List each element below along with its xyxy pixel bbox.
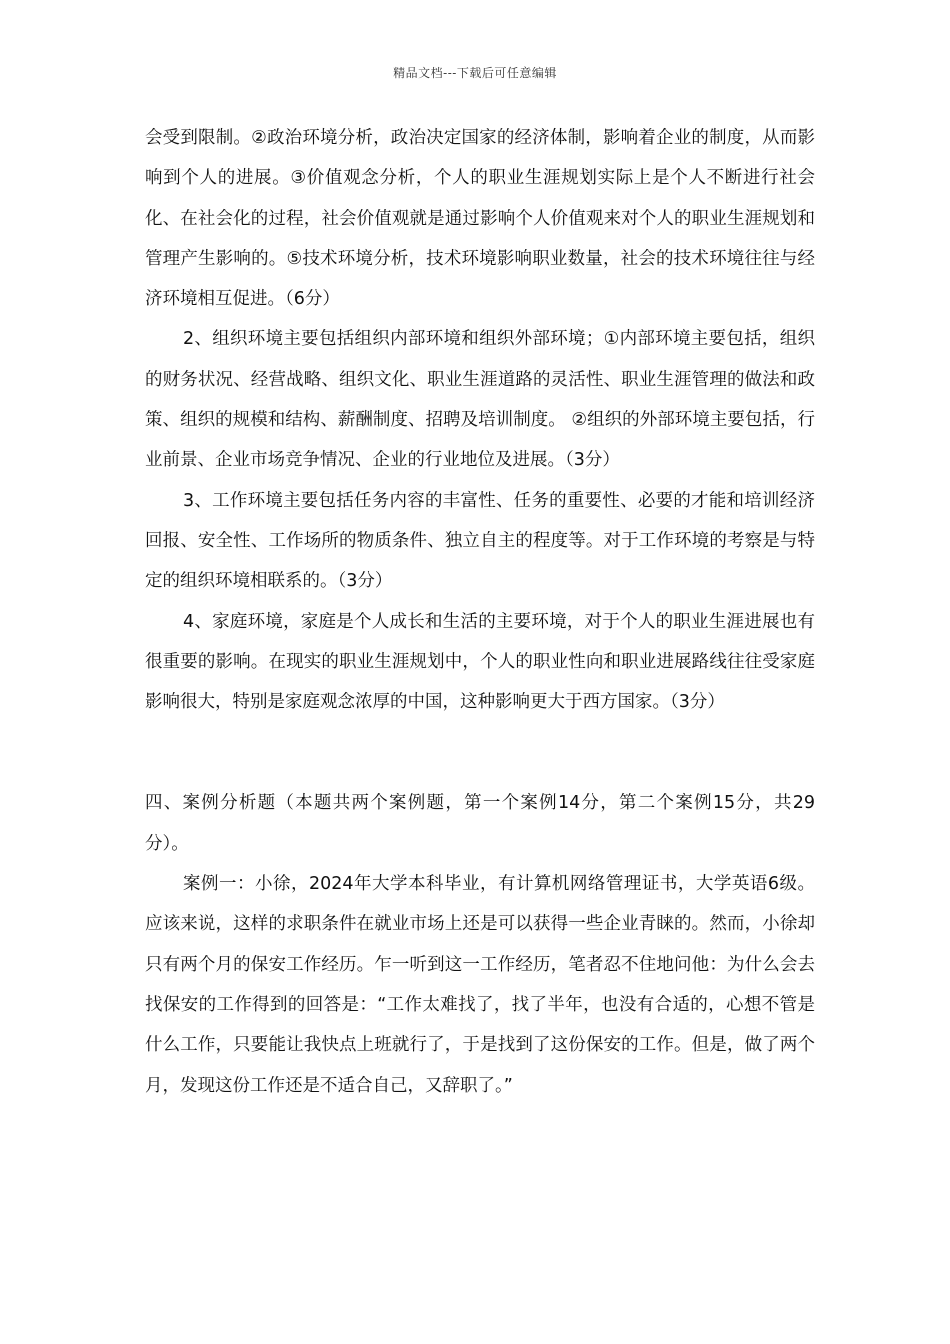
paragraph-family-environment: 4、家庭环境，家庭是个人成长和生活的主要环境，对于个人的职业生涯进展也有很重要的影响。在现实的职业生涯规划中，个人的职业性向和职业进展路线往往受家庭影响很大，特别是家庭观念浓厚的中国，这种影响更大于西方国家。（3分） bbox=[145, 611, 815, 713]
section-heading-case-analysis: 四、案例分析题（本题共两个案例题，第一个案例14分，第二个案例15分，共29分）。 bbox=[145, 793, 815, 854]
section-spacer bbox=[145, 722, 815, 783]
paragraph-case-one: 案例一：小徐，2024年大学本科毕业，有计算机网络管理证书，大学英语6级。应该来说，这样的求职条件在就业市场上还是可以获得一些企业青睐的。然而，小徐却只有两个月的保安工作经历。乍一听到这一工作经历，笔者忍不住地问他：为什么会去找保安的工作得到的回答是：“工作太难找了，找了半年，也没有合适的，心想不管是什么工作，只要能让我快点上班就行了，于是找到了这份保安的工作。但是，做了两个月，发现这份工作还是不适合自己，又辞职了。” bbox=[145, 874, 815, 1096]
paragraph-environment-analysis: 会受到限制。②政治环境分析，政治决定国家的经济体制，影响着企业的制度，从而影响到个人的进展。③价值观念分析，个人的职业生涯规划实际上是个人不断进行社会化、在社会化的过程，社会价值观就是通过影响个人价值观来对个人的职业生涯规划和管理产生影响的。⑤技术环境分析，技术环境影响职业数量，社会的技术环境往往与经济环境相互促进。（6分） bbox=[145, 128, 815, 310]
document-body bbox=[145, 118, 815, 1106]
page-header: 精品文档---下载后可任意编辑 bbox=[393, 66, 557, 80]
paragraph-work-environment: 3、工作环境主要包括任务内容的丰富性、任务的重要性、必要的才能和培训经济回报、安全性、工作场所的物质条件、独立自主的程度等。对于工作环境的考察是与特定的组织环境相联系的。（3分） bbox=[145, 490, 815, 592]
paragraph-organization-environment: 2、组织环境主要包括组织内部环境和组织外部环境；①内部环境主要包括，组织的财务状况、经营战略、组织文化、职业生涯道路的灵活性、职业生涯管理的做法和政策、组织的规模和结构、薪酬制度、招聘及培训制度。 ②组织的外部环境主要包括，行业前景、企业市场竞争情况、企业的行业地位及进展。（3分） bbox=[145, 329, 815, 471]
